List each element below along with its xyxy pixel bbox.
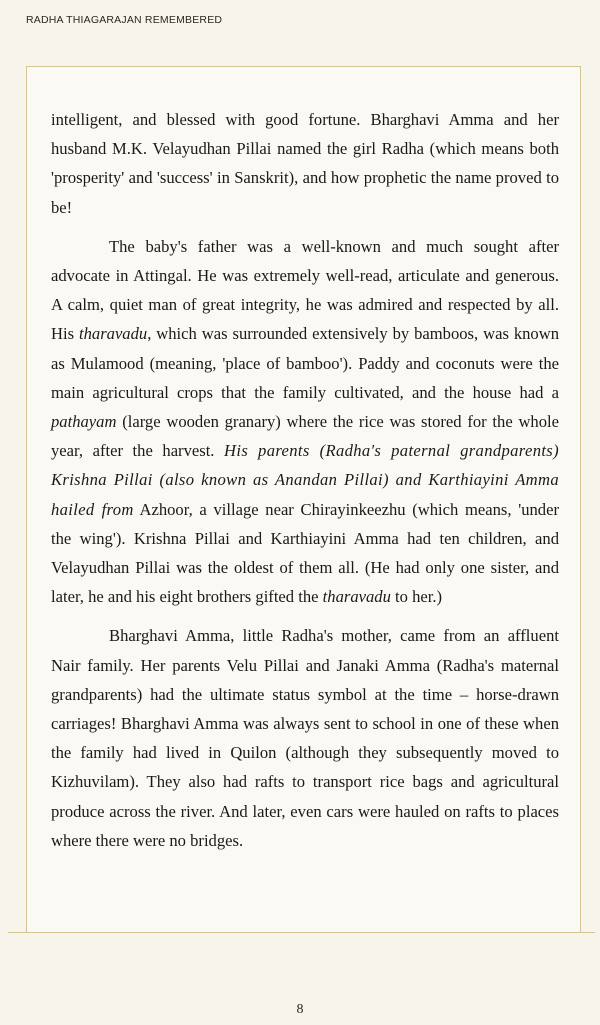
body-text (51, 105, 559, 865)
paragraph-2-text-5: to her.) (390, 587, 443, 607)
paragraph-2-italic-passage: His parents (Radha's paternal grandparents) Krishna Pillai (also known as Anandan Pillai) and Karthiayini Amma hailed from (51, 441, 559, 519)
paragraph-2-text-4: Azhoor, a village near Chirayinkeezhu (which means, 'under the wing'). Krishna Pillai and Karthiayini Amma had ten children, and Velayudhan Pillai was the oldest of them all. (He had only one sister, and later, he and his eight brothers gifted the (51, 499, 559, 607)
page-number: 8 (296, 1002, 304, 1017)
paragraph-3: Bharghavi Amma, little Radha's mother, came from an affluent Nair family. Her parents Velu Pillai and Janaki Amma (Radha's maternal grandparents) had the ultimate status symbol at the time – horse-drawn carriages! Bharghavi Amma was always sent to school in one of these when the family had lived in Quilon (although they subsequently moved to Kizhuvilam). They also had rafts to transport rice bags and agricultural produce across the river. And later, even cars were hauled on rafts to places where there were no bridges. (51, 626, 559, 850)
term-tharavadu: tharavadu (78, 324, 148, 344)
running-head: RADHA THIAGARAJAN REMEMBERED (26, 14, 223, 26)
paragraph-2-text-3: (large wooden granary) where the rice was stored for the whole year, after the harvest. (51, 412, 559, 461)
paragraph-2-text-1: The baby's father was a well-known and much sought after advocate in Attingal. He was extremely well-read, articulate and generous. A calm, quiet man of great integrity, he was admired and respected by all. His (51, 236, 559, 344)
term-pathayam: pathayam (51, 412, 117, 432)
frame-rule-left (8, 932, 28, 933)
paragraph-2 (51, 232, 559, 612)
paragraph-2-text-2: , which was surrounded extensively by bamboos, was known as Mulamood (meaning, 'place of bamboo'). Paddy and coconuts were the main agricultural crops that the family cultivated, and the house had a (51, 324, 559, 402)
frame-rule-right (579, 932, 595, 933)
paragraph-1: intelligent, and blessed with good fortune. Bharghavi Amma and her husband M.K. Velayudhan Pillai named the girl Radha (which means both 'prosperity' and 'success' in Sanskrit), and how prophetic the name proved to be! (51, 110, 559, 217)
term-tharavadu-2: tharavadu (322, 587, 391, 607)
